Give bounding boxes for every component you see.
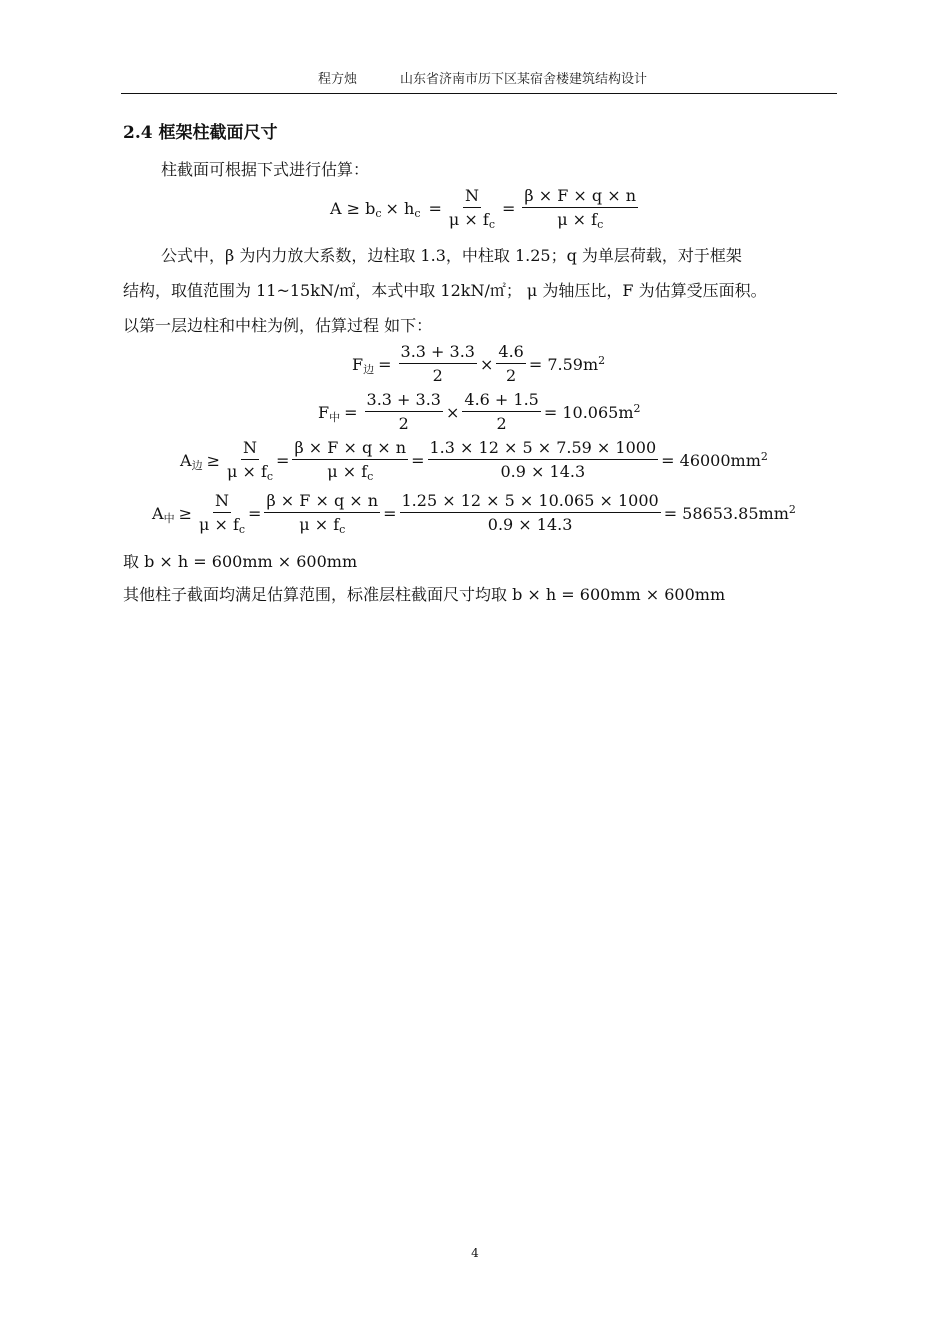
page-header: [0, 68, 950, 88]
explain-line-2: 结构，取值范围为 11~15kN/㎡，本式中取 12kN/㎡； μ 为轴压比，F 为估算受压面积。: [123, 281, 767, 300]
general-equals-2: =: [502, 198, 516, 218]
a-edge-fraction-2: $\frac{\beta \times F \times q \times n}{\mu \times f_c}$: [294, 438, 407, 483]
a-mid-result: = $58653.85mm^2$: [663, 502, 796, 523]
general-formula: [330, 186, 641, 230]
general-fraction-1: $\frac{N}{\mu \times f_c}$: [448, 186, 495, 231]
a-mid-fraction-2: $\frac{\beta \times F \times q \times n}{\mu \times f_c}$: [266, 491, 379, 536]
header-title: 山东省济南市历下区某宿舍楼建筑结构设计: [400, 72, 648, 87]
general-equals: =: [428, 198, 442, 218]
f-mid-formula: $F_中$ = $\frac{3.3 + 3.3}{2}$ × $\frac{4.6 + 1.5}{2}$ = $10.065m^2$: [318, 390, 641, 433]
f-mid-fraction-b: $\frac{4.6 + 1.5}{2}$: [464, 390, 539, 433]
header-author: 程方烛: [318, 72, 358, 87]
page-number: 4: [471, 1246, 479, 1260]
a-mid-lhs: $A_中$: [152, 503, 175, 525]
f-edge-result: = $7.59m^2$: [528, 353, 606, 374]
general-lhs: $A \ge b_c$: [330, 198, 382, 220]
general-fraction-2: $\frac{\beta \times F \times q \times n}{\mu \times f_c}$: [524, 186, 637, 231]
header-divider: [121, 93, 837, 94]
a-edge-result: = $46000mm^2$: [661, 449, 768, 470]
f-mid-lhs: $F_中$: [318, 402, 341, 424]
general-times: × $h_c$: [385, 198, 421, 220]
f-mid-result: = $10.065m^2$: [543, 401, 641, 422]
a-edge-formula: $A_边$ ≥ $\frac{N}{\mu \times f_c}$ = $\frac{\beta \times F \times q \times n}{\mu \times f_c}$ = $\frac{1.3 \times 12 \times 5 \times 7.59 \times 1000}{0.9 \times 14.3}$ = $46000mm^2$: [180, 438, 768, 483]
intro-paragraph: 柱截面可根据下式进行估算：: [161, 160, 370, 179]
explain-line-1: 公式中，β 为内力放大系数，边柱取 1.3，中柱取 1.25；q 为单层荷载，对于框架: [161, 246, 742, 265]
choose-line: 取 b × h = 600mm × 600mm: [123, 552, 358, 571]
section-heading: 2.4 框架柱截面尺寸: [123, 123, 278, 143]
a-mid-fraction-1: $\frac{N}{\mu \times f_c}$: [198, 491, 246, 536]
f-edge-fraction-b: $\frac{4.6}{2}$: [498, 342, 524, 385]
a-edge-fraction-1: $\frac{N}{\mu \times f_c}$: [226, 438, 274, 483]
f-mid-fraction-a: $\frac{3.3 + 3.3}{2}$: [366, 390, 441, 433]
explain-line-3: 以第一层边柱和中柱为例，估算过程 如下：: [123, 316, 433, 335]
a-edge-lhs: $A_边$: [180, 450, 203, 472]
f-edge-lhs: $F_边$: [352, 354, 375, 376]
a-mid-fraction-3: $\frac{1.25 \times 12 \times 5 \times 10.065 \times 1000}{0.9 \times 14.3}$: [401, 491, 659, 534]
f-edge-fraction-a: $\frac{3.3 + 3.3}{2}$: [400, 342, 475, 385]
a-mid-formula: $A_中$ ≥ $\frac{N}{\mu \times f_c}$ = $\frac{\beta \times F \times q \times n}{\mu \times f_c}$ = $\frac{1.25 \times 12 \times 5 \times 10.065 \times 1000}{0.9 \times 14.3}$ = $58653.85mm^2$: [152, 491, 796, 536]
conclusion-line: 其他柱子截面均满足估算范围，标准层柱截面尺寸均取 b × h = 600mm × 600mm: [123, 585, 726, 604]
f-edge-formula: $F_边$ = $\frac{3.3 + 3.3}{2}$ × $\frac{4.6}{2}$ = $7.59m^2$: [352, 342, 606, 385]
a-edge-fraction-3: $\frac{1.3 \times 12 \times 5 \times 7.59 \times 1000}{0.9 \times 14.3}$: [429, 438, 657, 481]
